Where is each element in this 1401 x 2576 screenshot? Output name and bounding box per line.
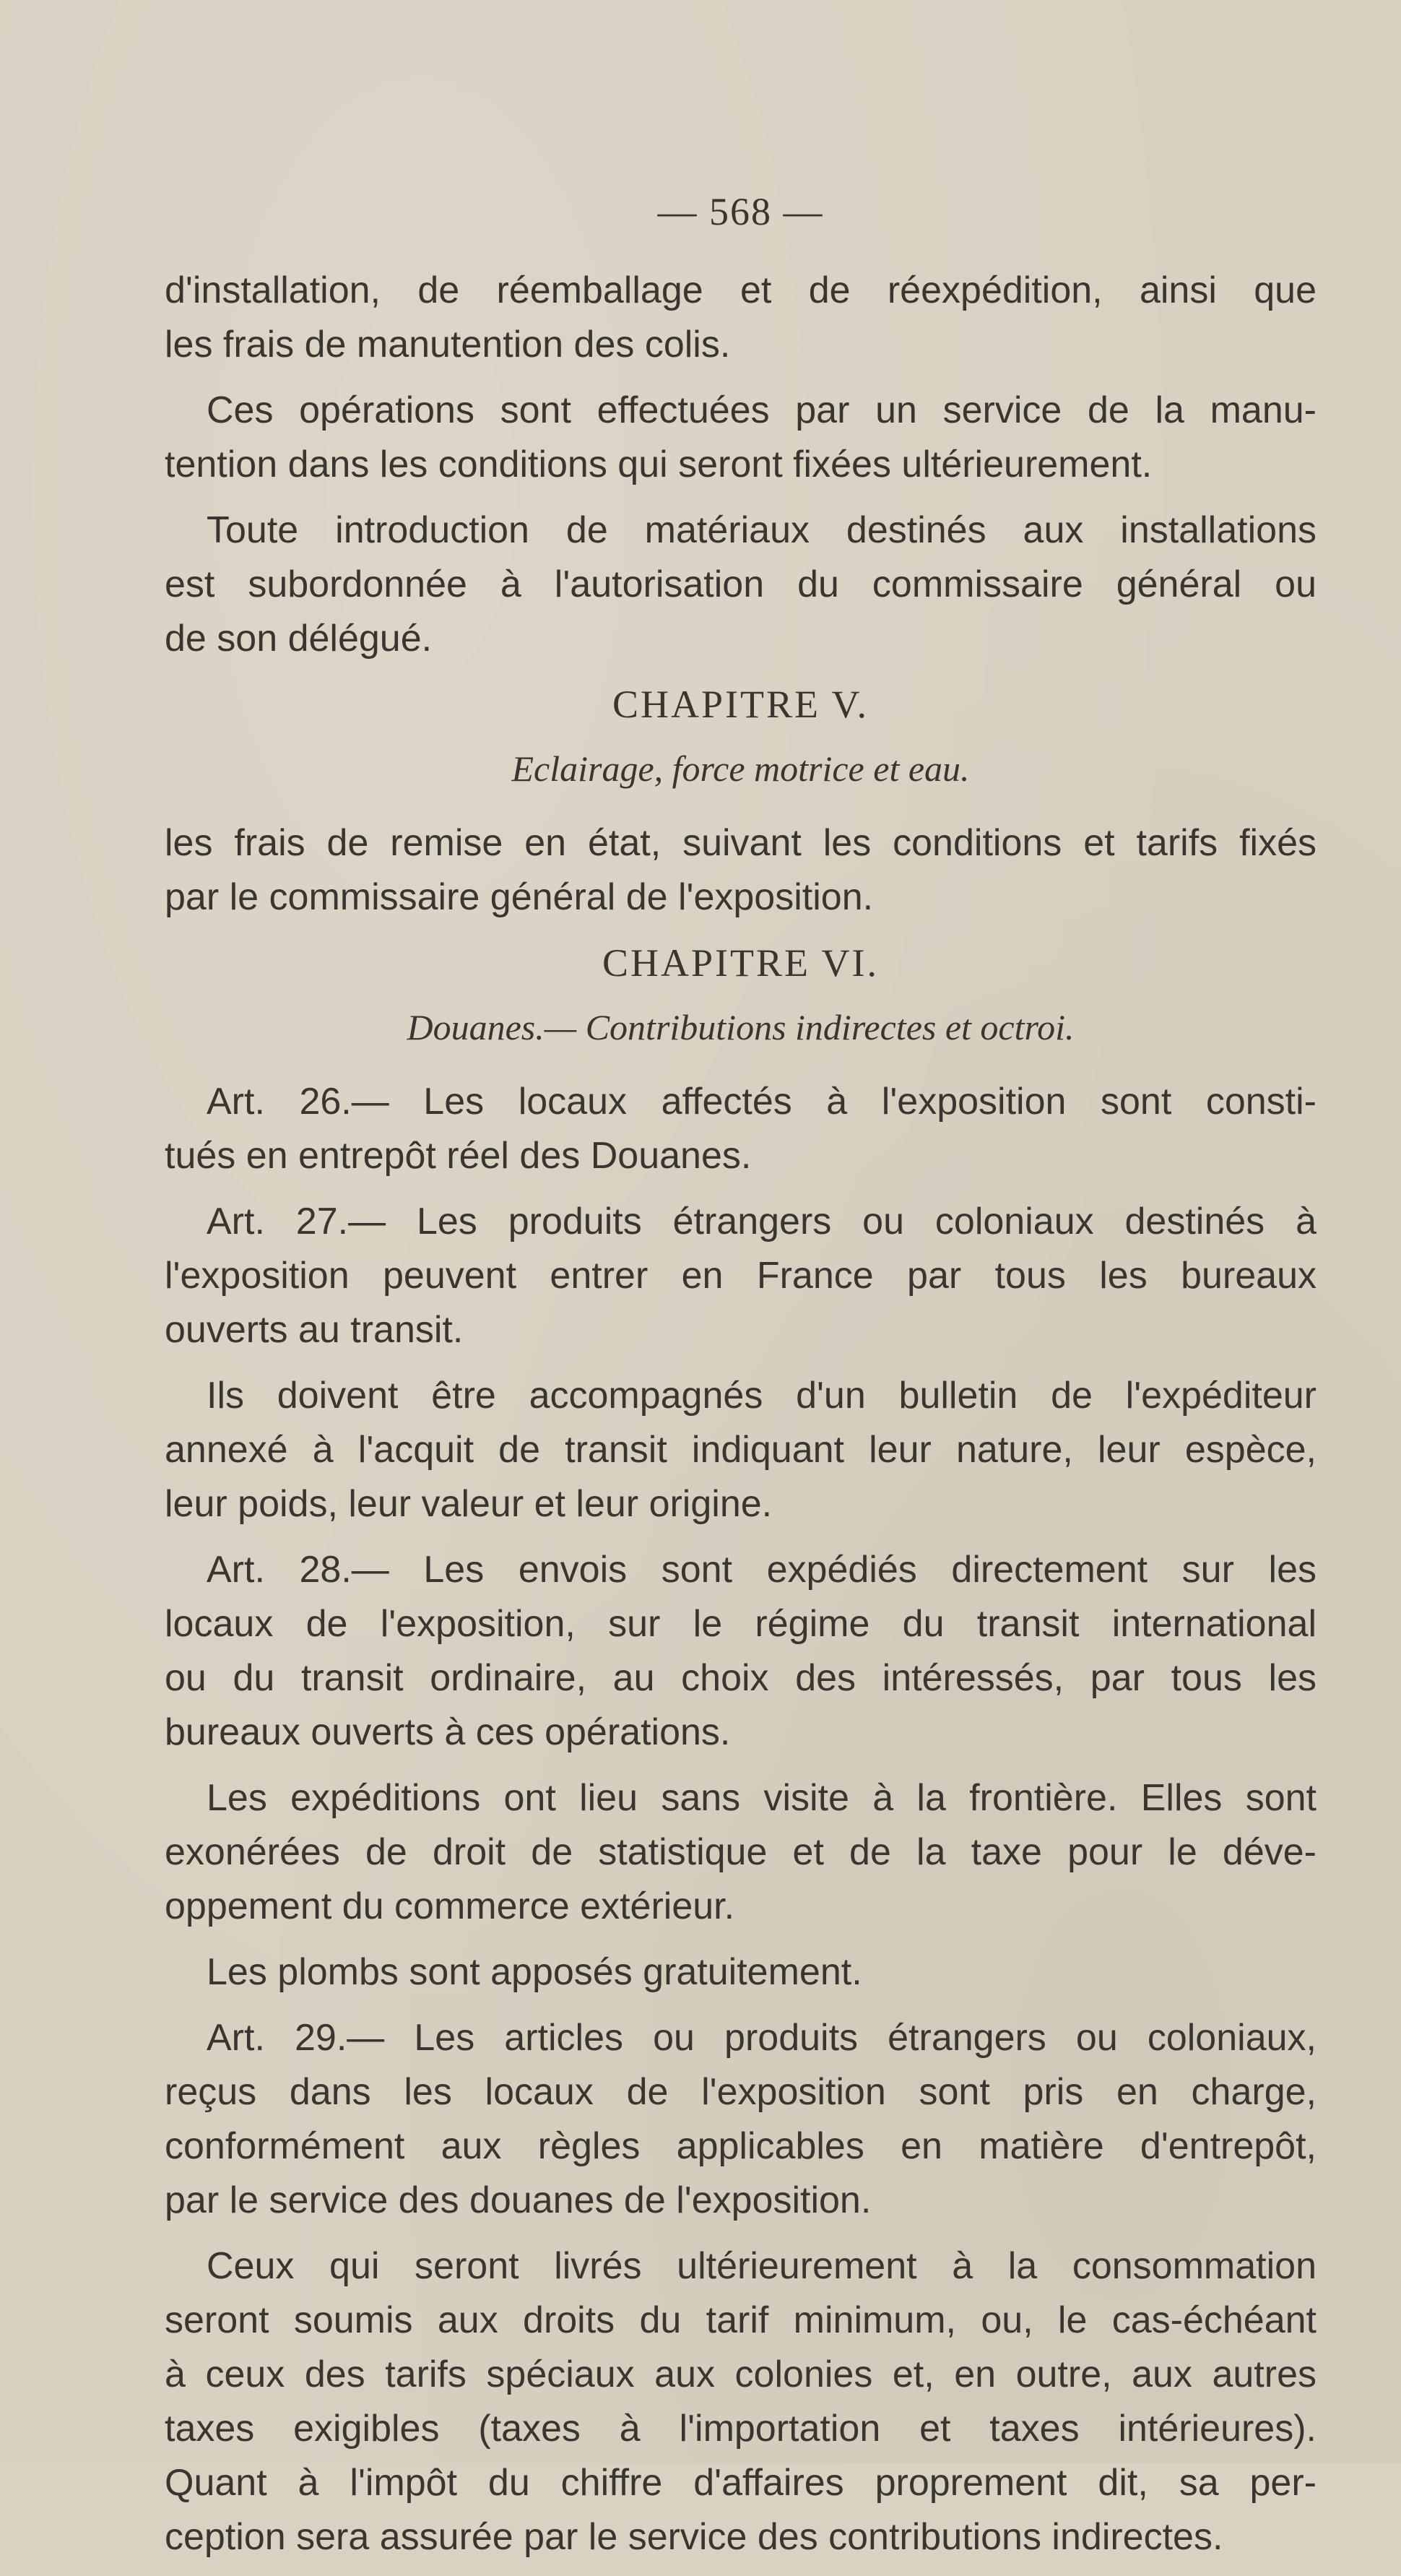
paragraph-line: bureaux ouverts à ces opérations. [165, 1711, 731, 1753]
paragraph-line: les frais de remise en état, suivant les conditions et tarifs fixés [165, 822, 1317, 864]
paragraph [165, 1075, 1317, 1183]
paragraph-line: est subordonnée à l'autorisation du commissaire général ou [165, 563, 1317, 605]
paragraph-line: tention dans les conditions qui seront fixées ultérieurement. [165, 444, 1153, 485]
paragraph-line: oppement du commerce extérieur. [165, 1885, 735, 1927]
paragraph [165, 503, 1317, 666]
paragraph-line: taxes exigibles (taxes à l'importation et taxes intérieures). [165, 2408, 1317, 2450]
paragraph [165, 2011, 1317, 2228]
paragraph-line: d'installation, de réemballage et de réexpédition, ainsi que [165, 269, 1317, 311]
paragraph-line: de son délégué. [165, 618, 433, 660]
paragraph-line: Toute introduction de matériaux destinés aux installations [207, 509, 1317, 551]
chapter-6-subtitle: Douanes.— Contributions indirectes et octroi. [407, 1007, 1075, 1047]
paragraph-line: ou du transit ordinaire, au choix des intéressés, par tous les [165, 1657, 1317, 1699]
paragraph-line: seront soumis aux droits du tarif minimum, ou, le cas-échéant [165, 2299, 1317, 2341]
chapter-6-title: CHAPITRE VI. [602, 941, 880, 985]
paragraph [165, 1369, 1317, 1531]
paragraph [165, 2239, 1317, 2564]
paragraph-line: les frais de manutention des colis. [165, 324, 731, 366]
paragraph-line: exonérées de droit de statistique et de la taxe pour le déve- [165, 1831, 1317, 1873]
paragraph-line: l'exposition peuvent entrer en France par tous les bureaux [165, 1255, 1317, 1297]
paragraph [165, 1543, 1317, 1760]
paragraph-line: tués en entrepôt réel des Douanes. [165, 1135, 752, 1177]
paragraph [165, 1195, 1317, 1357]
paragraph-line: à ceux des tarifs spéciaux aux colonies et, en outre, aux autres [165, 2354, 1317, 2395]
paragraph-line: Art. 28.— Les envois sont expédiés directement sur les [207, 1549, 1317, 1591]
paragraphs-top [165, 264, 1317, 666]
chapter-5-subtitle: Eclairage, force motrice et eau. [511, 748, 970, 789]
paragraph-line: conformément aux règles applicables en matière d'entrepôt, [165, 2125, 1317, 2167]
paragraph-line: locaux de l'exposition, sur le régime du transit international [165, 1603, 1317, 1645]
paragraph-line: Quant à l'impôt du chiffre d'affaires proprement dit, sa per- [165, 2462, 1317, 2504]
paragraph-line: Art. 27.— Les produits étrangers ou coloniaux destinés à [207, 1201, 1317, 1242]
paragraph [165, 264, 1317, 372]
paragraph [165, 1945, 1317, 2000]
paragraph-line: annexé à l'acquit de transit indiquant leur nature, leur espèce, [165, 1429, 1317, 1471]
paragraphs-mid [165, 816, 1317, 925]
body-text [165, 264, 1317, 2576]
paragraph-line: Ils doivent être accompagnés d'un bulletin de l'expéditeur [207, 1375, 1317, 1417]
paragraph-line: Ces opérations sont effectuées par un service de la manu- [207, 389, 1317, 431]
paragraph-line: Les expéditions ont lieu sans visite à la frontière. Elles sont [207, 1777, 1317, 1819]
paragraph-line: leur poids, leur valeur et leur origine. [165, 1483, 773, 1525]
paragraph-line: Art. 29.— Les articles ou produits étrangers ou coloniaux, [207, 2017, 1317, 2059]
paragraph-line: par le service des douanes de l'exposition. [165, 2179, 872, 2221]
chapter-5-title: CHAPITRE V. [612, 683, 869, 726]
page-number: — 568 — [657, 190, 824, 233]
paragraph-line: ception sera assurée par le service des contributions indirectes. [165, 2516, 1223, 2558]
paragraph-line: Les plombs sont apposés gratuitement. [207, 1951, 862, 1993]
paragraphs-bottom [165, 1075, 1317, 2564]
paragraph [165, 1771, 1317, 1934]
paragraph-line: reçus dans les locaux de l'exposition sont pris en charge, [165, 2071, 1317, 2113]
paragraph-line: Art. 26.— Les locaux affectés à l'exposition sont consti- [207, 1081, 1317, 1123]
paragraph-line: par le commissaire général de l'exposition. [165, 876, 874, 918]
paragraph-line: ouverts au transit. [165, 1309, 464, 1351]
paragraph [165, 384, 1317, 492]
paragraph [165, 816, 1317, 925]
paragraph-line: Ceux qui seront livrés ultérieurement à la consommation [207, 2245, 1317, 2287]
